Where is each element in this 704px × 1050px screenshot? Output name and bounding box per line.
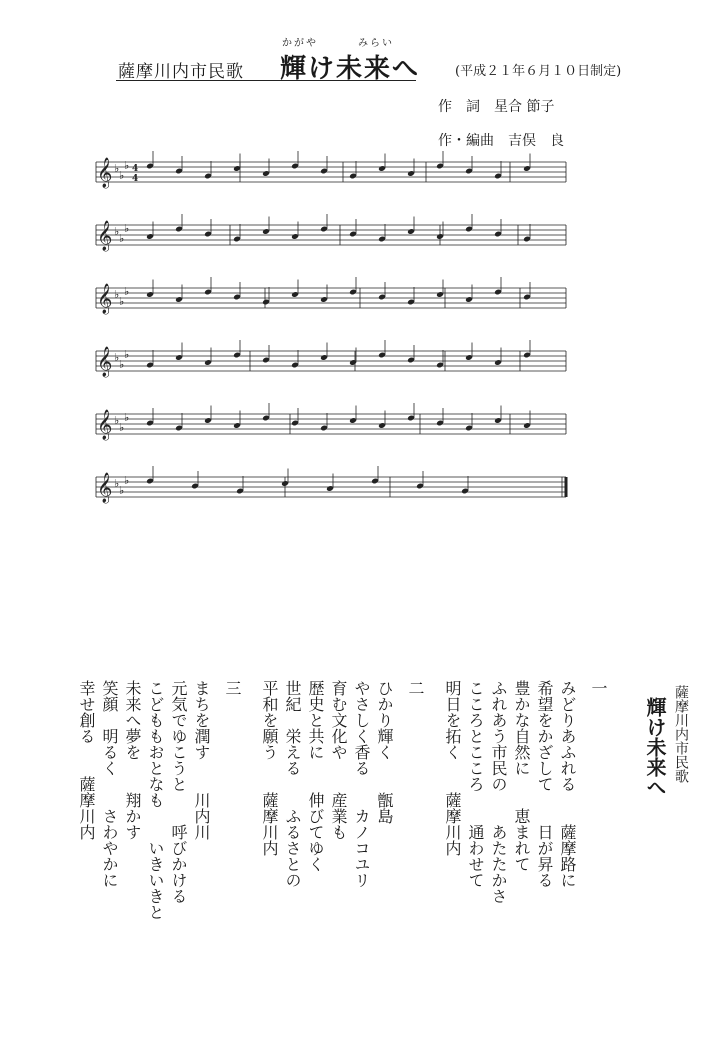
verse-three-line: 笑顔 明るく さわやかに (100, 680, 119, 888)
time-signature-bottom: 4 (132, 174, 139, 184)
enactment-date: (平成２１年６月１０日制定) (455, 64, 622, 79)
flat-icon: ♭ (119, 421, 125, 434)
verse-two-line: やさしく香る カノコユリ (352, 680, 371, 888)
verse-number-one: 一 (589, 680, 608, 696)
flat-icon: ♭ (114, 162, 120, 175)
verse-three-line: こどももおとなも いきいきと (146, 680, 165, 920)
score-staves (90, 150, 570, 535)
ruby-kagaya: かがや (282, 38, 318, 49)
treble-clef-icon: 𝄞 (97, 473, 113, 503)
flat-icon: ♭ (119, 358, 125, 371)
composer-credit: 作・編曲 吉俣 良 (438, 133, 564, 149)
verse-three-line: 元気でゆこうと 呼びかける (169, 680, 188, 904)
verse-three-line: まちを潤す 川内川 (192, 680, 211, 840)
flat-icon: ♭ (114, 414, 120, 427)
side-title (620, 685, 690, 1035)
flat-icon: ♭ (119, 295, 125, 308)
side-anthem-label: 薩摩川内市民歌 (673, 685, 689, 783)
title-ruby (280, 34, 394, 49)
verse-one-line: 豊かな自然に 恵まれて (512, 680, 531, 872)
ruby-mirai: みらい (358, 38, 394, 49)
flat-icon: ♭ (124, 285, 130, 298)
verse-two-line: 育む文化や 産業も (329, 680, 348, 840)
song-header (0, 0, 704, 150)
flat-icon: ♭ (114, 351, 120, 364)
flat-icon: ♭ (124, 474, 130, 487)
sheet-music (90, 150, 570, 535)
verse-two-line: 世紀 栄える ふるさとの (283, 680, 302, 888)
flat-icon: ♭ (124, 411, 130, 424)
flat-icon: ♭ (119, 232, 125, 245)
time-signature-top: 4 (132, 164, 139, 174)
side-song-title: 輝け未来へ (643, 697, 667, 797)
verse-number-three: 三 (223, 680, 242, 696)
treble-clef-icon: 𝄞 (97, 284, 113, 314)
verse-three-line: 幸せ創る 薩摩川内 (77, 680, 96, 840)
treble-clef-icon: 𝄞 (97, 221, 113, 251)
flat-icon: ♭ (124, 159, 130, 172)
verse-two-line: ひかり輝く 甑島 (375, 680, 394, 824)
flat-icon: ♭ (119, 169, 125, 182)
verse-two-line: 歴史と共に 伸びてゆく (306, 680, 325, 872)
verse-two-line: 平和を願う 薩摩川内 (260, 680, 279, 856)
flat-icon: ♭ (114, 288, 120, 301)
flat-icon: ♭ (124, 348, 130, 361)
song-title: 輝け未来へ (280, 54, 421, 84)
verse-one-line: ふれあう市民の あたたかさ (489, 680, 508, 904)
verse-one-line: 明日を拓く 薩摩川内 (443, 680, 462, 856)
treble-clef-icon: 𝄞 (97, 410, 113, 440)
lyricist-credit: 作 詞 星合 節子 (438, 99, 555, 115)
flat-icon: ♭ (119, 484, 125, 497)
verse-one-line: こころとこころ 通わせて (466, 680, 485, 888)
treble-clef-icon: 𝄞 (97, 347, 113, 377)
verse-one-line: みどりあふれる 薩摩路に (558, 680, 577, 888)
flat-icon: ♭ (124, 222, 130, 235)
treble-clef-icon: 𝄞 (97, 158, 113, 188)
city-anthem-label: 薩摩川内市民歌 (118, 62, 244, 82)
verse-one-line: 希望をかざして 日が昇る (535, 680, 554, 888)
title-underline (116, 80, 416, 81)
flat-icon: ♭ (114, 477, 120, 490)
verse-three-line: 未来へ夢を 翔かす (123, 680, 142, 840)
flat-icon: ♭ (114, 225, 120, 238)
verse-number-two: 二 (406, 680, 425, 696)
lyrics-verses (50, 680, 610, 1025)
